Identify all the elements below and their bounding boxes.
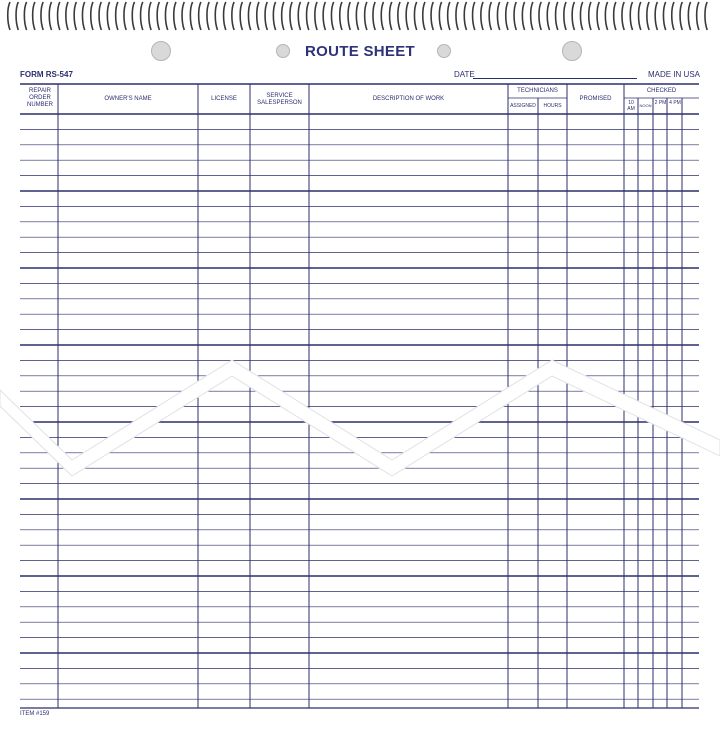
header-license: LICENSE: [211, 96, 237, 102]
made-in-usa-label: MADE IN USA: [648, 70, 701, 79]
header-repair-order-number: REPAIR ORDER NUMBER: [26, 88, 53, 108]
header-checked-noon: NOON: [639, 103, 652, 108]
header-checked-4pm: 4 PM: [669, 100, 681, 106]
date-label: DATE: [454, 70, 475, 79]
header-checked-10am: 10 AM: [627, 100, 635, 112]
page-title: ROUTE SHEET: [305, 43, 415, 60]
header-technicians: TECHNICIANS: [517, 88, 558, 94]
item-number: ITEM #159: [20, 711, 50, 717]
header-description-of-work: DESCRIPTION OF WORK: [372, 96, 445, 102]
header-assigned: ASSIGNED: [510, 103, 536, 109]
header-promised: PROMISED: [579, 96, 612, 102]
form-number: FORM RS-547: [20, 70, 73, 79]
tear-band: [0, 360, 720, 476]
header-hours: HOURS: [543, 103, 562, 109]
header-checked: CHECKED: [646, 88, 677, 94]
header-owners-name: OWNER'S NAME: [104, 96, 152, 102]
header-checked-2pm: 2 PM: [654, 100, 667, 106]
header-service-salesperson: SERVICE SALESPERSON: [257, 93, 302, 106]
